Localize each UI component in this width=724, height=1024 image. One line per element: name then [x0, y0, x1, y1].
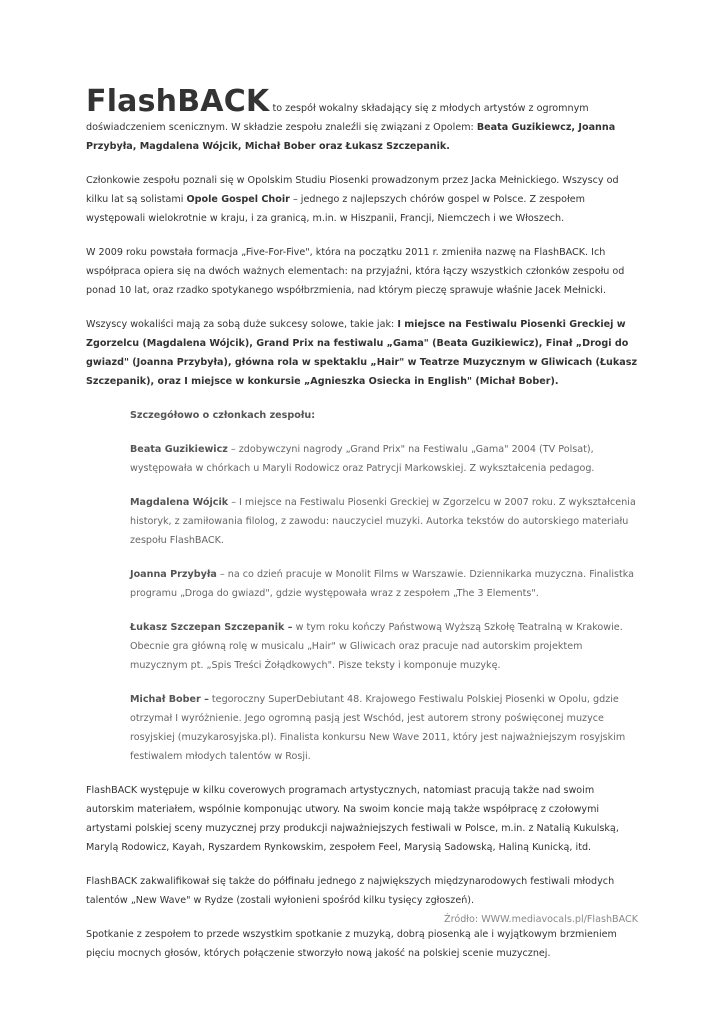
member-bio-text: tegoroczny SuperDebiutant 48. Krajowego Festiwalu Polskiej Piosenki w Opolu, gdzie otrzymał I wyróżnienie. Jego ogromną pasją jest Wschód, jest autorem strony poświęconej muzyce rosyjskiej (muzykarosyjska.pl). Finalista konkursu New Wave 2011, który jest najważniejszym rosyjskim festiwalem młodych talentów w Rosji. — [130, 694, 626, 762]
member-bio-text: – I miejsce na Festiwalu Piosenki Greckiej w Zgorzelcu w 2007 roku. Z wykształcenia historyk, z zamiłowania filolog, z zawodu: nauczyciel muzyki. Autorka tekstów do autorskiego materiału zespołu FlashBACK. — [130, 497, 636, 546]
choir-paragraph — [86, 171, 638, 228]
history-paragraph: W 2009 roku powstała formacja „Five-For-Five", która na początku 2011 r. zmieniła nazwę na FlashBACK. Ich współpraca opiera się na dwóch ważnych elementach: na przyjaźni, która łączy wszystkich członków zespołu od ponad 10 lat, oraz rzadko spotykanego współbrzmienia, nad którym pieczę sprawuje właśnie Jacek Mełnicki. — [86, 247, 625, 296]
covers-paragraph: FlashBACK występuje w kilku coverowych programach artystycznych, natomiast pracują także nad swoim autorskim materiałem, wspólnie komponując utwory. Na swoim koncie mają także współpracę z czołowymi artystami polskiej sceny muzycznej przy produkcji najważniejszych festiwali w Polsce, m.in. z Natalią Kukulską, Marylą Rodowicz, Kayah, Ryszardem Rynkowskim, zespołem Feel, Marysią Sadowską, Haliną Kunicką, itd. — [86, 785, 619, 853]
member-bio-text: w tym roku kończy Państwową Wyższą Szkołę Teatralną w Krakowie. Obecnie gra główną rolę w musicalu „Hair" w Gliwicach oraz pracuje nad autorskim projektem muzycznym pt. „Spis Treści Żołądkowych". Pisze teksty i komponuje muzykę. — [130, 622, 623, 671]
details-heading-text: Szczegółowo o członkach zespołu: — [130, 410, 316, 421]
closing-paragraph: Spotkanie z zespołem to przede wszystkim spotkanie z muzyką, dobrą piosenką ale i wyjątkowym brzmieniem pięciu mocnych głosów, których połączenie stworzyło nową jakość na polskiej scenie muzycznej. — [86, 929, 617, 959]
source-credit: Źródło: WWW.mediavocals.pl/FlashBACK — [444, 914, 638, 925]
member-name: Joanna Przybyła — [130, 569, 217, 580]
member-bio — [130, 618, 638, 675]
member-bio — [130, 690, 638, 766]
member-list: Beata Guzikiewcz, Joanna Przybyła, Magdalena Wójcik, Michał Bober oraz Łukasz Szczepanik. — [86, 122, 616, 152]
choir-text-c: – jednego z najlepszych chórów gospel w Polsce. Z zespołem występowali wielokrotnie w kraju, i za granicą, m.in. w Hiszpanii, Francji, Niemczech i we Włoszech. — [86, 194, 585, 224]
member-bio — [130, 440, 638, 478]
intro-paragraph — [86, 84, 638, 156]
details-heading — [130, 406, 638, 425]
member-bio-text: – na co dzień pracuje w Monolit Films w Warszawie. Dziennikarka muzyczna. Finalistka programu „Droga do gwiazd", gdzie występowała wraz z zespołem „The 3 Elements". — [130, 569, 635, 599]
member-name: Beata Guzikiewicz — [130, 444, 228, 455]
brand-title: FlashBACK — [86, 84, 270, 119]
achievements-list: I miejsce na Festiwalu Piosenki Greckiej w Zgorzelcu (Magdalena Wójcik), Grand Prix na festiwalu „Gama" (Beata Guzikiewicz), Finał „Drogi do gwiazd" (Joanna Przybyła), główna rola w spektaklu „Hair" w Teatrze Muzycznym w Gliwicach (Łukasz Szczepanik), oraz I miejsce w konkursie „Agnieszka Osiecka in English" (Michał Bober). — [86, 319, 638, 387]
member-name: Magdalena Wójcik — [130, 497, 229, 508]
document-body — [86, 84, 638, 978]
member-bio — [130, 565, 638, 603]
member-bio-text: – zdobywczyni nagrody „Grand Prix" na Festiwalu „Gama" 2004 (TV Polsat), występowała w chórkach u Maryli Rodowicz oraz Patrycji Markowskiej. Z wykształcenia pedagog. — [130, 444, 595, 474]
achievements-paragraph — [86, 315, 638, 391]
member-name: Michał Bober – — [130, 694, 209, 705]
new-wave-paragraph: FlashBACK zakwalifikował się także do półfinału jednego z największych międzynarodowych festiwali młodych talentów „New Wave" w Rydze (zostali wyłonieni spośród kilku tysięcy zgłoszeń). — [86, 876, 615, 906]
member-name: Łukasz Szczepan Szczepanik – — [130, 622, 293, 633]
member-bio — [130, 493, 638, 550]
brand-tagline: to zespół wokalny składający się z młodych artystów z ogromnym doświadczeniem scenicznym. W składzie zespołu znaleźli się związani z Opolem: — [86, 103, 589, 133]
choir-text-a: Członkowie zespołu poznali się w Opolskim Studiu Piosenki prowadzonym przez Jacka Mełnickiego. Wszyscy od kilku lat są solistami — [86, 175, 619, 205]
achievements-lead: Wszyscy wokaliści mają za sobą duże sukcesy solowe, takie jak: — [86, 319, 398, 330]
choir-name: Opole Gospel Choir — [186, 194, 290, 205]
